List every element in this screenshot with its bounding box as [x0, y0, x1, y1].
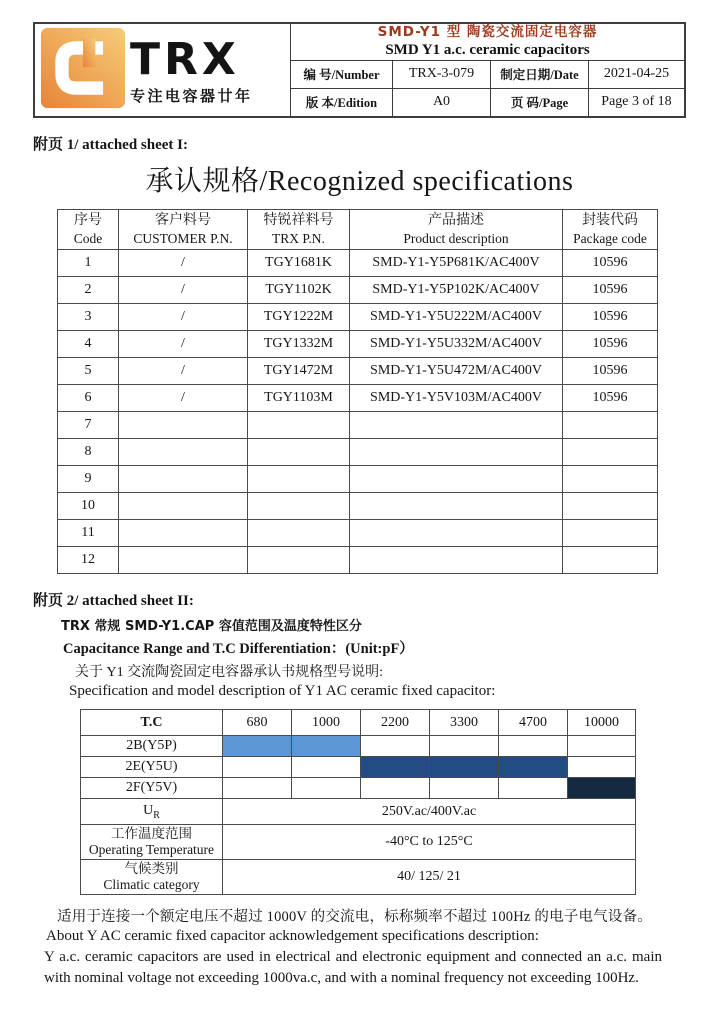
col-header-customer-pn: 客户料号 CUSTOMER P.N. [119, 210, 248, 250]
recognized-specs-table [57, 209, 658, 574]
page-value: Page 3 of 18 [601, 94, 672, 110]
tc-fill-cell [499, 757, 568, 778]
tc-fill-cell [568, 778, 636, 799]
table-row: 11 [58, 520, 658, 547]
table-row: 1 / TGY1681K SMD-Y1-Y5P681K/AC400V 10596 [58, 250, 658, 277]
sheet2-subtitle-cn: TRX 常规 SMD-Y1.CAP 容值范围及温度特性区分 [61, 619, 362, 634]
tc-fill-cell [361, 757, 430, 778]
tc-row-climatic-category: 气候类别 Climatic category 40/ 125/ 21 [81, 860, 636, 895]
tc-row-2f-y5v: 2F(Y5V) [81, 778, 636, 799]
table-row: 8 [58, 439, 658, 466]
table-header-row [58, 210, 658, 250]
tc-fill-cell [430, 757, 499, 778]
climatic-category-value: 40/ 125/ 21 [223, 860, 636, 895]
header-table [33, 22, 686, 118]
tc-col-4700: 4700 [499, 710, 568, 736]
sheet2-desc-en: Specification and model description of Y1 AC ceramic fixed capacitor: [69, 683, 496, 699]
tc-col-680: 680 [223, 710, 292, 736]
trx-logo-mark-icon [40, 25, 126, 116]
company-logo [35, 24, 291, 116]
tc-header-row [81, 710, 636, 736]
sheet2-heading: 附页 2/ attached sheet II: [33, 593, 194, 609]
tc-col-3300: 3300 [430, 710, 499, 736]
col-header-code: 序号 Code [58, 210, 119, 250]
edition-label: 版 本/Edition [291, 89, 393, 116]
col-header-package-code: 封装代码 Package code [563, 210, 658, 250]
tc-fill-cell [292, 736, 361, 757]
tc-capacitance-table [80, 709, 636, 895]
tc-corner-label: T.C [81, 710, 223, 736]
ur-value: 250V.ac/400V.ac [223, 799, 636, 825]
number-value: TRX-3-079 [393, 61, 491, 88]
table-row: 10 [58, 493, 658, 520]
footer-note [33, 905, 686, 989]
number-label: 编 号/Number [291, 61, 393, 88]
operating-temperature-value: -40°C to 125°C [223, 825, 636, 860]
brand-text: TRX [130, 34, 240, 85]
tc-col-10000: 10000 [568, 710, 636, 736]
table-row: 2 / TGY1102K SMD-Y1-Y5P102K/AC400V 10596 [58, 277, 658, 304]
sheet2-desc-cn: 关于 Y1 交流陶瓷固定电容器承认书规格型号说明: [75, 665, 383, 680]
document-title-cn: SMD-Y1 型 陶瓷交流固定电容器 [377, 24, 598, 40]
tc-row-operating-temperature: 工作温度范围 Operating Temperature -40°C to 125°C [81, 825, 636, 860]
tc-col-2200: 2200 [361, 710, 430, 736]
edition-value: A0 [393, 89, 491, 116]
footer-line-en1: About Y AC ceramic fixed capacitor acknowledgement specifications description: [46, 928, 539, 944]
sheet1-title: 承认规格/Recognized specifications [145, 166, 574, 197]
tc-row-2b-y5p: 2B(Y5P) [81, 736, 636, 757]
ur-label: $U_R$ [81, 799, 223, 825]
col-header-description: 产品描述 Product description [350, 210, 563, 250]
table-row: 9 [58, 466, 658, 493]
col-header-trx-pn: 特锐祥料号 TRX P.N. [248, 210, 350, 250]
tc-col-1000: 1000 [292, 710, 361, 736]
tc-row-rated-voltage [81, 799, 636, 825]
table-row: 12 [58, 547, 658, 574]
table-row: 7 [58, 412, 658, 439]
table-row: 3 / TGY1222M SMD-Y1-Y5U222M/AC400V 10596 [58, 304, 658, 331]
sheet1-heading: 附页 1/ attached sheet I: [33, 137, 188, 153]
tc-row-2e-y5u: 2E(Y5U) [81, 757, 636, 778]
table-row: 4 / TGY1332M SMD-Y1-Y5U332M/AC400V 10596 [58, 331, 658, 358]
footer-line-cn: 适用于连接一个额定电压不超过 1000V 的交流电，标称频率不超过 100Hz 的电子电气设备。 [57, 909, 652, 925]
table-row: 5 / TGY1472M SMD-Y1-Y5U472M/AC400V 10596 [58, 358, 658, 385]
page-label: 页 码/Page [491, 89, 589, 116]
document-title-en: SMD Y1 a.c. ceramic capacitors [385, 42, 590, 58]
footer-line-en2: Y a.c. ceramic capacitors are used in electrical and electronic equipment and connected an a.c. main with nominal voltage not exceeding 1000va.c, and with a nominal frequency not exceeding 100Hz. [44, 949, 662, 986]
date-value: 2021-04-25 [603, 66, 670, 82]
table-row: 6 / TGY1103M SMD-Y1-Y5V103M/AC400V 10596 [58, 385, 658, 412]
document-title [291, 24, 684, 61]
sheet2-subtitle-en: Capacitance Range and T.C Differentiation：(Unit:pF） [63, 641, 414, 657]
brand-slogan: 专注电容器廿年 [130, 87, 253, 105]
tc-fill-cell [223, 736, 292, 757]
date-label: 制定日期/Date [491, 61, 589, 88]
